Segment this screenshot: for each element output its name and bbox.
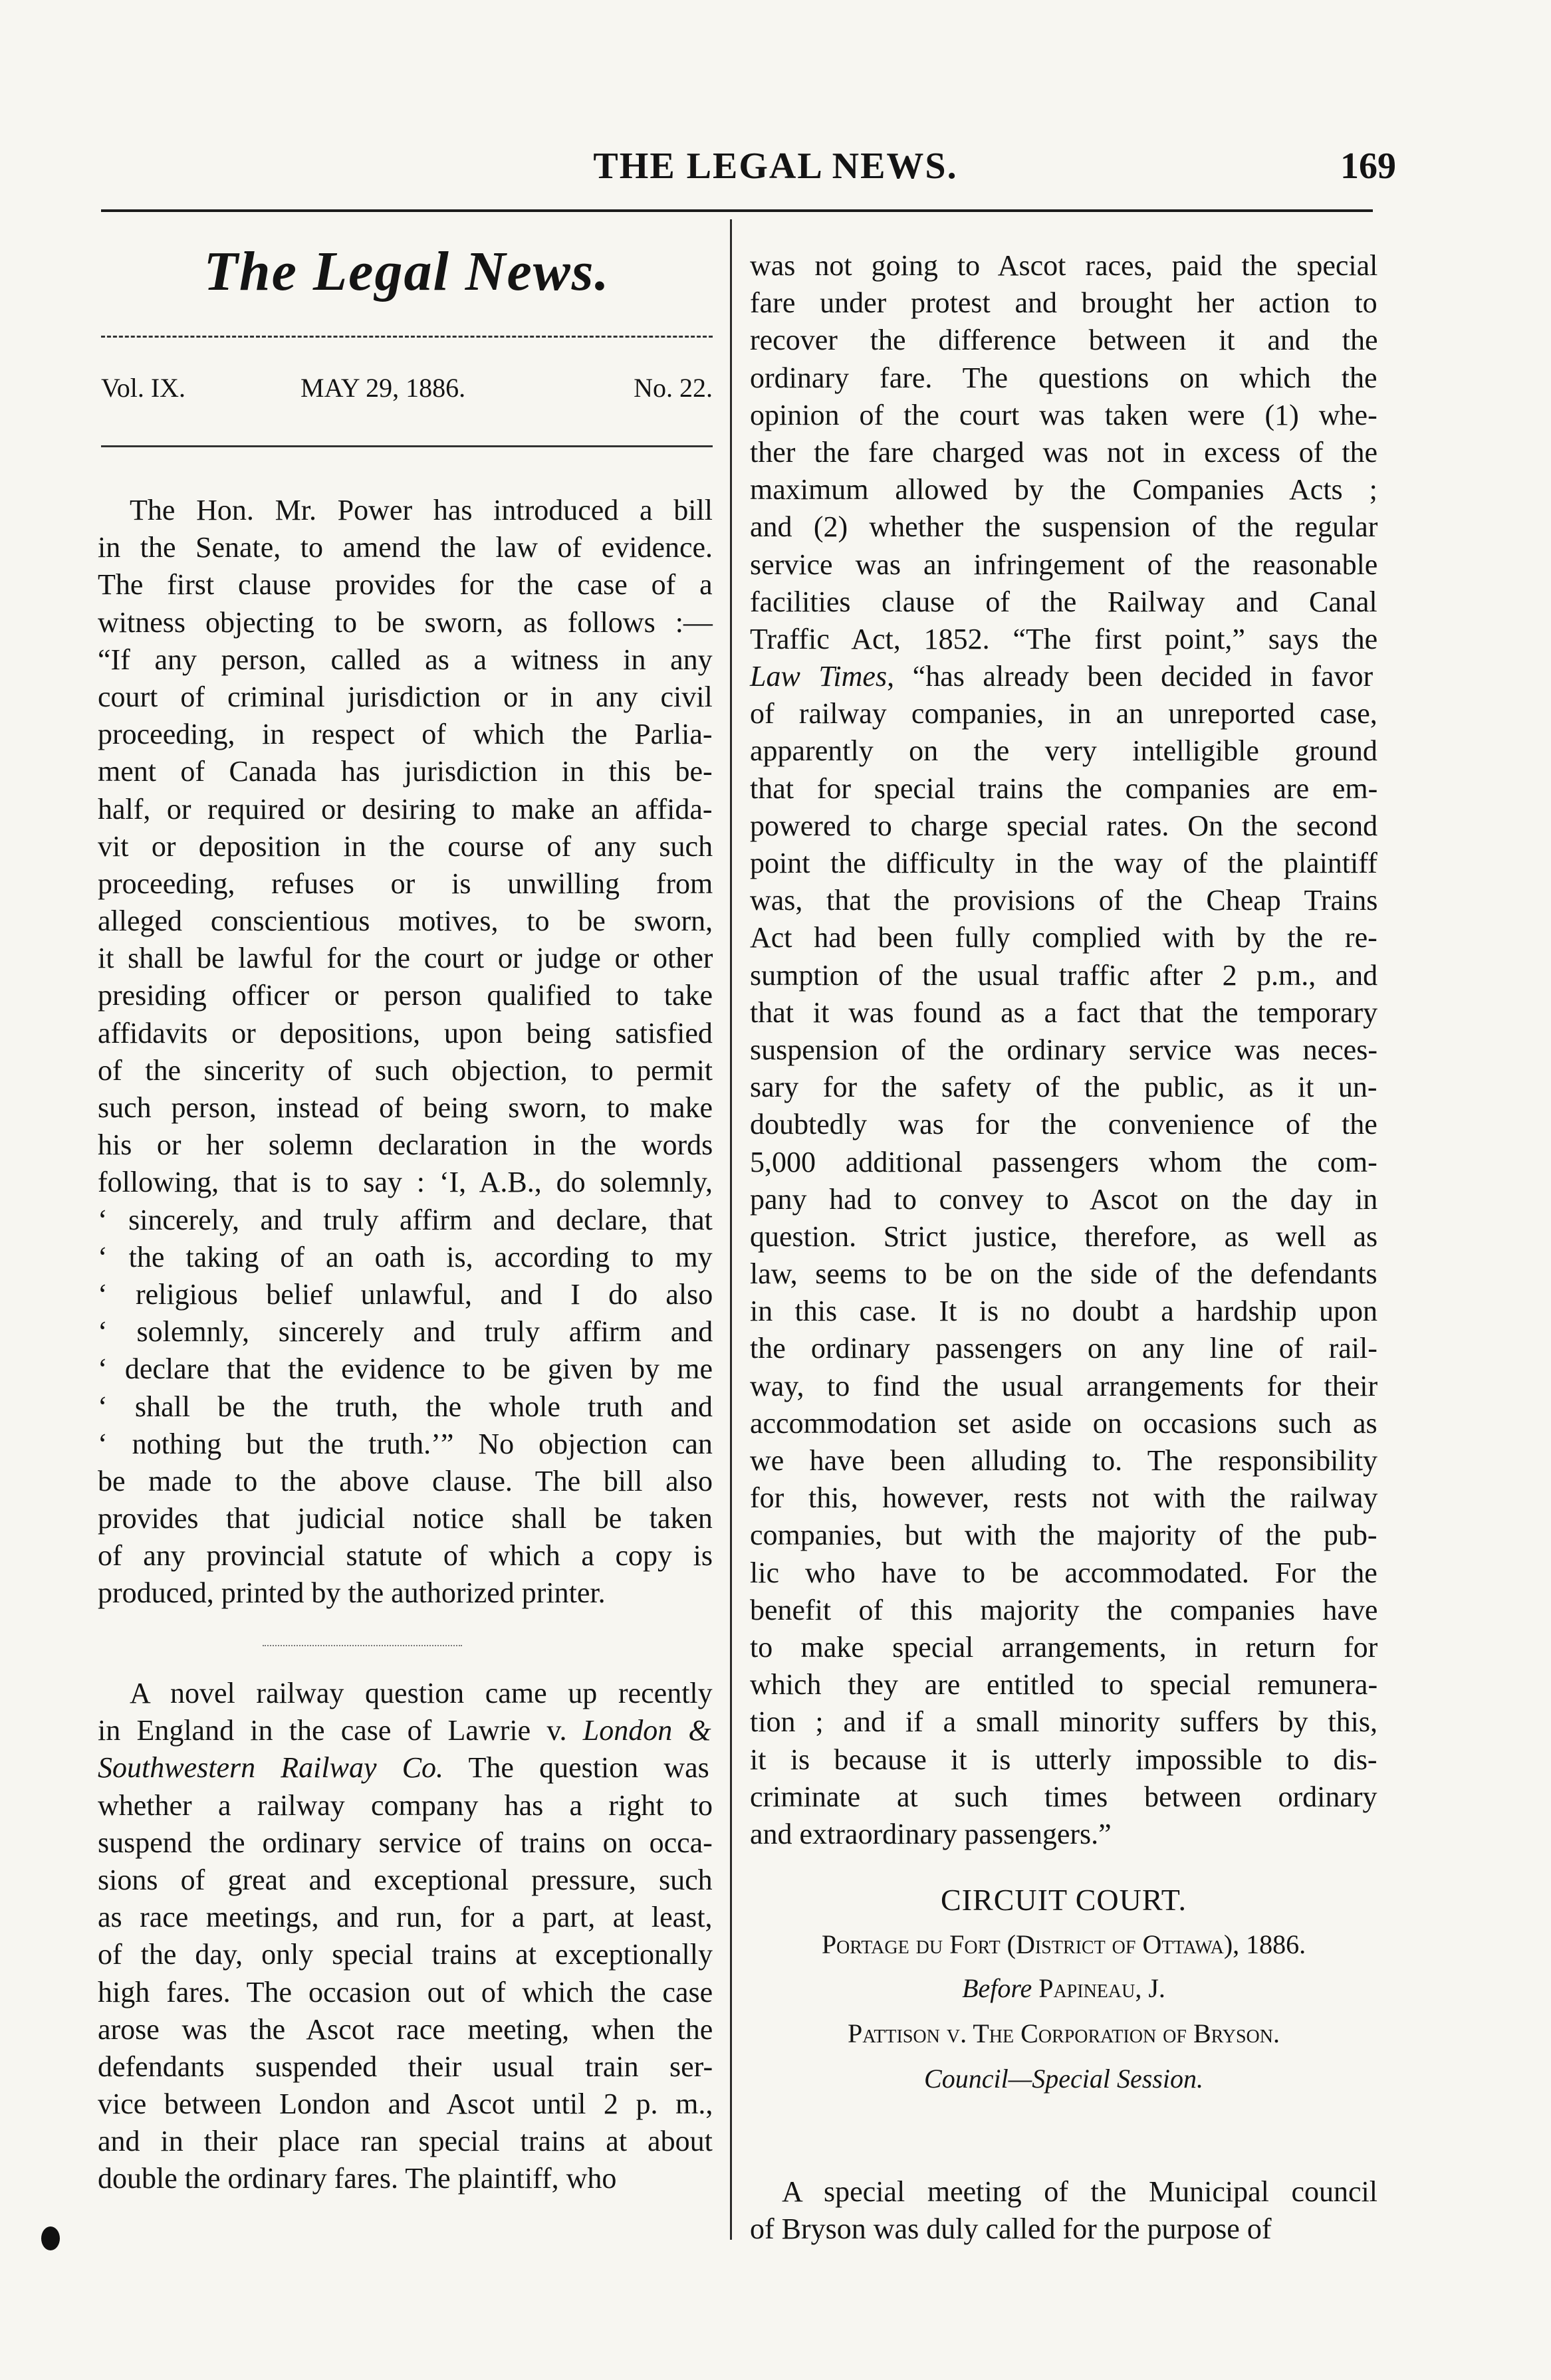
text-line: doubtedly was for the convenience of the [750, 1108, 1377, 1141]
text-line: suspension of the ordinary service was neces- [750, 1033, 1377, 1066]
text-line: lic who have to be accommodated. For the [750, 1556, 1377, 1589]
text-line: of the sincerity of such objection, to permit [98, 1053, 713, 1087]
page-number: 169 [1340, 146, 1396, 187]
paragraph-evidence-bill [98, 492, 713, 1612]
text-line: The Hon. Mr. Power has introduced a bill [130, 494, 713, 526]
text-line: A novel railway question came up recently [130, 1677, 713, 1709]
ink-blot [41, 2226, 60, 2250]
text-line: pany had to convey to Ascot on the day in [750, 1182, 1378, 1216]
text-line: provides that judicial notice shall be taken [98, 1502, 713, 1535]
text-line: ‘ religious belief unlawful, and I do also [98, 1277, 713, 1311]
text-line: it shall be lawful for the court or judge or other [98, 942, 713, 975]
text-line: in England in the case of Lawrie v. London & [98, 1714, 711, 1747]
text-line: ther the fare charged was not in excess of the [750, 435, 1378, 469]
text-line: “If any person, called as a witness in any [98, 643, 713, 676]
text-line: his or her solemn declaration in the words [98, 1129, 713, 1162]
text-line: accommodation set aside on occasions such as [750, 1406, 1377, 1440]
text-line: criminate at such times between ordinary [750, 1780, 1377, 1813]
court-judge [750, 1973, 1377, 2004]
text-line: and in their place ran special trains at about [98, 2125, 713, 2158]
masthead-dashed-rule [101, 336, 713, 338]
italic-citation: Law Times [750, 660, 888, 693]
text-line: point the difficulty in the way of the plaintiff [750, 847, 1377, 879]
text-line: be made to the above clause. The bill also [98, 1464, 713, 1497]
text-line: suspend the ordinary service of trains on occa- [98, 1826, 713, 1859]
text-line: service was an infringement of the reasonable [750, 548, 1378, 581]
text-line: that it was found as a fact that the temporary [750, 996, 1378, 1029]
column-divider [730, 219, 732, 2240]
text-line: half, or required or desiring to make an affida- [98, 792, 713, 825]
court-heading: CIRCUIT COURT. [941, 1883, 1187, 1917]
text-line: benefit of this majority the companies have [750, 1593, 1378, 1626]
text-line: facilities clause of the Railway and Canal [750, 585, 1377, 618]
text-line: alleged conscientious motives, to be sworn, [98, 905, 713, 938]
text-line: ‘ nothing but the truth.’” No objection can [98, 1427, 713, 1460]
text-line: that for special trains the companies are em- [750, 772, 1378, 805]
paragraph-council-meeting [750, 2173, 1377, 2248]
text-line: question. Strict justice, therefore, as well as [750, 1220, 1378, 1253]
text-line: witness objecting to be sworn, as follows :— [98, 605, 713, 639]
text-line: which they are entitled to special remunera- [750, 1668, 1378, 1701]
text-line: vit or deposition in the course of any such [98, 829, 713, 863]
text-line: fare under protest and brought her action to [750, 286, 1377, 320]
text-line: apparently on the very intelligible ground [750, 734, 1377, 768]
text-line: to make special arrangements, in return for [750, 1630, 1378, 1664]
text-line: ordinary fare. The questions on which the [750, 361, 1377, 394]
text-line: Traffic Act, 1852. “The first point,” says the [750, 622, 1378, 655]
text-line: and extraordinary passengers.” [750, 1817, 1112, 1850]
text-line: such person, instead of being sworn, to make [98, 1091, 713, 1124]
text-line: and (2) whether the suspension of the regular [750, 510, 1378, 544]
text-line: defendants suspended their usual train ser- [98, 2050, 713, 2083]
text-line: double the ordinary fares. The plaintiff, who [98, 2162, 617, 2195]
text-line: was not going to Ascot races, paid the special [750, 249, 1378, 282]
masthead-title: The Legal News. [203, 241, 610, 302]
text-line: ‘ solemnly, sincerely and truly affirm and [98, 1315, 713, 1349]
header-rule [101, 209, 1373, 212]
text-line: opinion of the court was taken were (1) whe- [750, 398, 1377, 431]
text-line: we have been alluding to. The responsibility [750, 1444, 1378, 1477]
text-line: Southwestern Railway Co. The question was [98, 1751, 709, 1785]
text-line: of the day, only special trains at exceptionally [98, 1938, 713, 1971]
running-title: THE LEGAL NEWS. [593, 146, 958, 187]
text-line: proceeding, refuses or is unwilling from [98, 867, 713, 900]
text-line: affidavits or depositions, upon being satisfied [98, 1016, 713, 1049]
issue-date: MAY 29, 1886. [300, 373, 466, 403]
text-line: whether a railway company has a right to [98, 1788, 713, 1822]
text-line: of railway companies, in an unreported case, [750, 697, 1377, 730]
italic-citation: London & [582, 1714, 711, 1747]
text-line: ‘ the taking of an oath is, according to my [98, 1240, 713, 1273]
italic-citation: Southwestern Railway Co. [98, 1751, 444, 1785]
judge-prefix: Before [962, 1973, 1032, 2003]
text-line: way, to find the usual arrangements for their [750, 1369, 1378, 1402]
text-line: presiding officer or person qualified to take [98, 979, 713, 1012]
text-line: arose was the Ascot race meeting, when the [98, 2012, 713, 2046]
text-line: for this, however, rests not with the railway [750, 1481, 1378, 1515]
text-line: high fares. The occasion out of which the case [98, 1975, 713, 2008]
issue-number: No. 22. [634, 373, 713, 403]
text-line: of Bryson was duly called for the purpose of [750, 2213, 1272, 2246]
text-line: powered to charge special rates. On the second [750, 809, 1378, 842]
court-topic: Council—Special Session. [924, 2064, 1203, 2094]
text-line: proceeding, in respect of which the Parlia- [98, 718, 713, 751]
text-line: 5,000 additional passengers whom the com- [750, 1145, 1377, 1178]
masthead-rule [101, 445, 713, 447]
text-line: it is because it is utterly impossible to dis- [750, 1743, 1377, 1776]
text-line: produced, printed by the authorized printer. [98, 1576, 606, 1610]
text-line: law, seems to be on the side of the defendants [750, 1257, 1377, 1291]
text-line: A special meeting of the Municipal council [782, 2175, 1378, 2208]
text-line: recover the difference between it and the [750, 324, 1378, 357]
text-line: The first clause provides for the case of a [98, 568, 713, 601]
text-line: sions of great and exceptional pressure, such [98, 1863, 713, 1896]
text-line: Law Times, “has already been decided in favor [750, 660, 1373, 693]
text-line: companies, but with the majority of the pub- [750, 1519, 1377, 1552]
section-separator [263, 1645, 462, 1646]
text-line: ment of Canada has jurisdiction in this be- [98, 755, 713, 788]
text-line: Act had been fully complied with by the re- [750, 921, 1377, 954]
text-line: sary for the safety of the public, as it un- [750, 1071, 1377, 1104]
text-line: ‘ sincerely, and truly affirm and declare, that [98, 1203, 713, 1236]
text-line: sumption of the usual traffic after 2 p.m., and [750, 958, 1378, 992]
text-line: vice between London and Ascot until 2 p. m., [98, 2088, 713, 2121]
text-line: following, that is to say : ‘I, A.B., do solemnly, [98, 1166, 713, 1199]
text-line: of any provincial statute of which a copy is [98, 1539, 713, 1572]
paragraph-railway-continued [750, 247, 1377, 1853]
text-line: ‘ shall be the truth, the whole truth and [98, 1390, 713, 1423]
text-line: court of criminal jurisdiction or in any civil [98, 680, 713, 713]
issue-volume: Vol. IX. [101, 373, 186, 403]
paragraph-railway-question [98, 1675, 713, 2198]
judge-name: Papineau, J. [1038, 1973, 1165, 2003]
text-line: the ordinary passengers on any line of rail- [750, 1332, 1377, 1365]
court-case-title: Pattison v. The Corporation of Bryson. [847, 2018, 1280, 2048]
text-line: maximum allowed by the Companies Acts ; [750, 473, 1377, 506]
court-location: Portage du Fort (District of Ottawa), 1886. [821, 1929, 1306, 1959]
text-line: was, that the provisions of the Cheap Trains [750, 884, 1378, 917]
text-line: in the Senate, to amend the law of evidence. [98, 531, 713, 564]
text-line: tion ; and if a small minority suffers by this, [750, 1705, 1377, 1739]
text-line: in this case. It is no doubt a hardship upon [750, 1295, 1378, 1328]
text-line: ‘ declare that the evidence to be given by me [98, 1352, 713, 1386]
text-line: as race meetings, and run, for a part, at least, [98, 1901, 713, 1934]
